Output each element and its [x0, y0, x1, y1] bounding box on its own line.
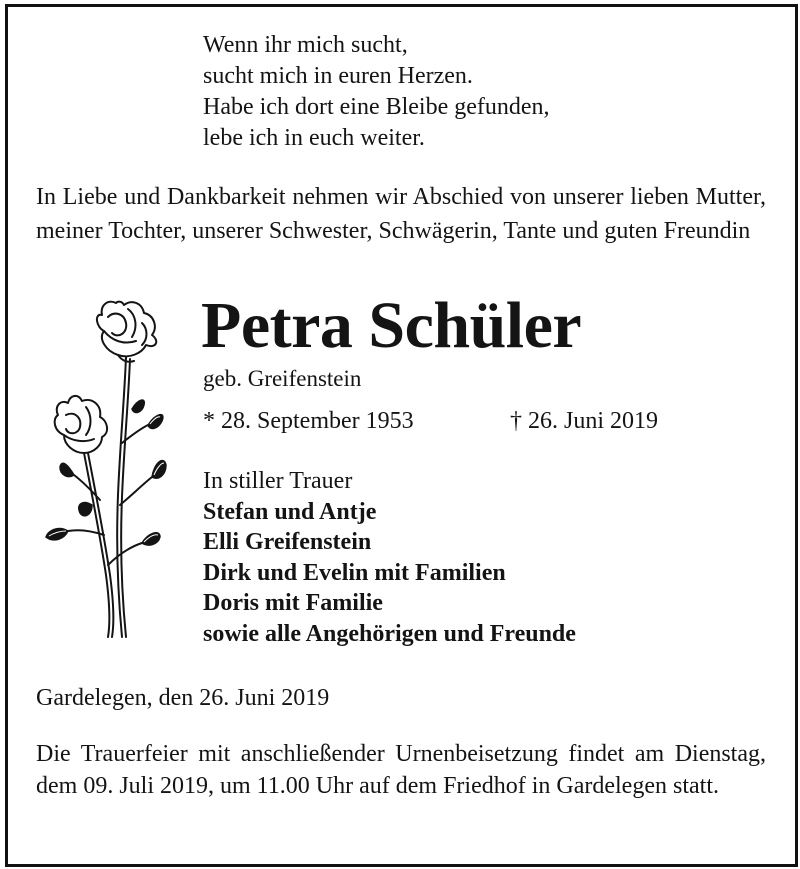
- birth-date: * 28. September 1953: [203, 408, 414, 434]
- mourner-name: Doris mit Familie: [203, 590, 383, 616]
- poem-line: lebe ich in euch weiter.: [203, 125, 425, 151]
- ceremony-text: Die Trauerfeier mit anschließender Urnenbeisetzung findet am Dienstag, dem 09. Juli 2019, um 11.00 Uhr auf dem Friedhof in Gardelegen statt.: [36, 741, 766, 799]
- mourners-list: [203, 466, 576, 649]
- poem: [203, 30, 550, 154]
- mourner-name: Stefan und Antje: [203, 498, 377, 525]
- death-date: † 26. Juni 2019: [510, 408, 659, 434]
- birth-name: geb. Greifenstein: [203, 366, 362, 391]
- place-date: Gardelegen, den 26. Juni 2019: [36, 685, 330, 711]
- mourner-name: Dirk und Evelin mit Familien: [203, 559, 506, 586]
- poem-line: Habe ich dort eine Bleibe gefunden,: [203, 94, 550, 120]
- mourner-name: Elli Greifenstein: [203, 529, 372, 555]
- poem-line: Wenn ihr mich sucht,: [203, 32, 408, 58]
- poem-line: sucht mich in euren Herzen.: [203, 63, 473, 89]
- intro-text: In Liebe und Dankbarkeit nehmen wir Abschied von unserer lieben Mutter, meiner Tochter, unserer Schwester, Schwägerin, Tante und guten Freundin: [36, 184, 766, 244]
- mourners-lead: In stiller Trauer: [203, 468, 353, 494]
- deceased-name: Petra Schüler: [201, 289, 582, 362]
- mourner-name: sowie alle Angehörigen und Freunde: [203, 620, 576, 647]
- rose-icon: [38, 295, 173, 645]
